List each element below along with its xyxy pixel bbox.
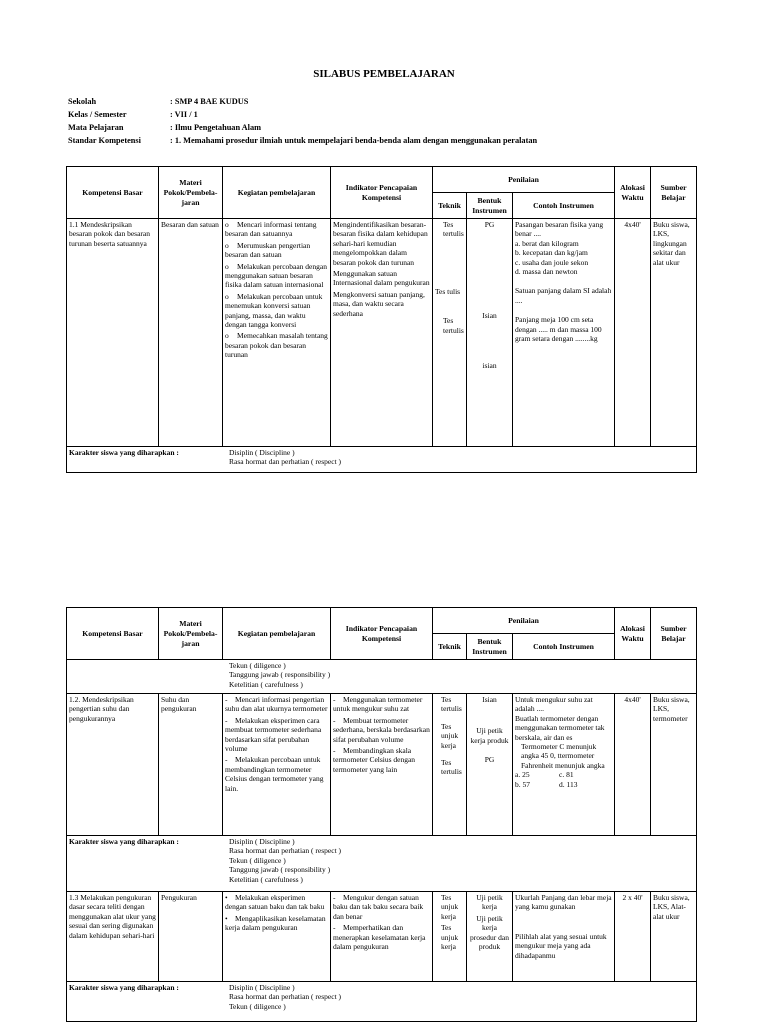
karakter-cell <box>67 660 697 694</box>
contoh-cell <box>513 892 615 982</box>
teknik-item: Tes unjuk kerja <box>441 893 459 921</box>
karakter-cell <box>67 836 697 892</box>
bentuk-cell <box>467 219 513 447</box>
indikator-cell <box>331 219 433 447</box>
contoh-item: Pilihlah alat yang sesuai untuk mengukur meja yang ada dihadapanmu <box>515 931 607 960</box>
meta-value: : VII / 1 <box>170 110 198 119</box>
teknik-item: Tes tertulis <box>441 758 462 777</box>
indikator-item: - Membuat termometer sederhana, berskala berdasarkan sifat perubahan volume <box>333 716 430 744</box>
meta-standar <box>68 135 537 147</box>
karakter-row <box>67 836 697 892</box>
karakter-cell <box>67 447 697 473</box>
sumber-cell: Buku siswa, LKS, lingkungan sekitar dan alat ukur <box>651 219 697 447</box>
contoh-item: Termometer C menunjuk angka 45 0, ttermometer Fahrenheit menunjuk angka <box>521 742 605 770</box>
teknik-cell <box>433 694 467 836</box>
indikator-item: Mengkonversi satuan panjang, masa, dan waktu secara sederhana <box>333 289 425 318</box>
karakter-row <box>67 982 697 1022</box>
kompetensi-cell: 1.1 Mendeskripsikan besaran pokok dan besaran turunan beserta satuannya <box>67 219 159 447</box>
kompetensi-cell: 1.3 Melakukan pengukuran dasar secara teliti dengan menggunakan alat ukur yang sesuai dan sering digunakan dalam kehidupan sehari-hari <box>67 892 159 982</box>
karakter-item: Rasa hormat dan perhatian ( respect ) <box>229 992 342 1002</box>
header-indikator: Indikator Pencapaian Kompetensi <box>331 608 433 660</box>
meta-sekolah <box>68 96 248 108</box>
header-kompetensi: Kompetensi Basar <box>67 608 159 660</box>
contoh-item: Panjang meja 100 cm seta dengan ..... m dan massa 100 gram setara dengan ........kg <box>515 315 602 344</box>
contoh-item: Buatlah termometer dengan menggunakan termometer tak berskala, air dan es <box>515 713 605 742</box>
teknik-cell <box>433 219 467 447</box>
kegiatan-cell <box>223 219 331 447</box>
contoh-item: Satuan panjang dalam SI adalah .... <box>515 286 612 305</box>
header-sumber: Sumber Belajar <box>651 167 697 219</box>
kegiatan-cell <box>223 694 331 836</box>
indikator-item: - Menggunakan termometer untuk mengukur suhu zat <box>333 695 430 714</box>
kegiatan-item: o Melakukan percobaan untuk menemukan konversi satuan panjang, massa, dan waktu dengan tangga konversi <box>225 292 328 330</box>
sumber-cell: Buku siswa, LKS, termometer <box>651 694 697 836</box>
karakter-item: Disiplin ( Discipline ) <box>229 837 295 846</box>
kompetensi-cell: 1.2. Mendeskripsikan pengertian suhu dan pengukurannya <box>67 694 159 836</box>
teknik-item: Tes tertulis <box>443 220 464 239</box>
document-title: SILABUS PEMBELAJARAN <box>313 68 455 80</box>
karakter-item: Rasa hormat dan perhatian ( respect ) <box>229 457 342 467</box>
kegiatan-item: - Melakukan percobaan untuk membandingkan termometer Celsius dengan termometer yang lain. <box>225 755 328 793</box>
bentuk-item: isian <box>482 360 497 370</box>
teknik-item: Tes unjuk kerja <box>441 721 459 750</box>
contoh-item: b. kecepatan dan kg/jam <box>515 248 588 258</box>
materi-cell: Pengukuran <box>159 892 223 982</box>
teknik-item: Tes tertulis <box>443 316 464 335</box>
table-row <box>67 892 697 982</box>
contoh-options <box>515 780 612 789</box>
indikator-cell <box>331 892 433 982</box>
kegiatan-item: - Mencari informasi pengertian suhu dan alat ukurnya termometer <box>225 695 328 714</box>
karakter-item: Tekun ( diligence ) <box>229 1001 286 1011</box>
contoh-item: c. usaha dan joule sekon <box>515 257 589 267</box>
syllabus-table-1 <box>66 166 697 473</box>
table-row <box>67 694 697 836</box>
header-kegiatan: Kegiatan pembelajaran <box>223 608 331 660</box>
teknik-item: Tes unjuk kerja <box>441 923 459 952</box>
karakter-row <box>67 447 697 473</box>
karakter-item: Tanggung jawab ( responsibility ) <box>229 865 331 875</box>
teknik-cell <box>433 892 467 982</box>
header-teknik: Teknik <box>433 193 467 219</box>
meta-label: Sekolah <box>68 97 97 106</box>
header-kegiatan: Kegiatan pembelajaran <box>223 167 331 219</box>
meta-value: : 1. Memahami prosedur ilmiah untuk mempelajari benda-benda alam dengan menggunakan peralatan <box>170 136 538 145</box>
meta-value: : SMP 4 BAE KUDUS <box>170 97 249 106</box>
indikator-cell <box>331 694 433 836</box>
syllabus-table-2 <box>66 607 697 1022</box>
bentuk-item: Uji petik kerja produk <box>470 726 509 745</box>
indikator-item: - Mengukur dengan satuan baku dan tak baku secara baik dan benar <box>333 893 430 921</box>
alokasi-cell: 4x40' <box>615 219 651 447</box>
bentuk-item: PG <box>484 755 495 765</box>
kegiatan-item: o Merumuskan pengertian besaran dan satuan <box>225 241 328 260</box>
kegiatan-item: - Melakukan eksperimen cara membuat termometer sederhana berdasarkan sifat perubahan volume <box>225 716 328 754</box>
karakter-item: Disiplin ( Discipline ) <box>229 983 295 992</box>
contoh-option: c. 81 <box>559 770 574 780</box>
indikator-item: - Memperhatikan dan menerapkan keselamatan kerja dalam pengukuran <box>333 923 430 951</box>
header-kompetensi: Kompetensi Basar <box>67 167 159 219</box>
meta-label: Standar Kompetensi <box>68 136 141 145</box>
alokasi-cell: 4x40' <box>615 694 651 836</box>
teknik-item: Tes tulis <box>435 286 461 296</box>
header-materi: Materi Pokok/Pembela-jaran <box>159 167 223 219</box>
header-materi: Materi Pokok/Pembela-jaran <box>159 608 223 660</box>
header-sumber: Sumber Belajar <box>651 608 697 660</box>
karakter-item: Tekun ( diligence ) <box>229 855 286 865</box>
karakter-item: Ketelitian ( carefulness ) <box>229 679 303 689</box>
bentuk-item: PG <box>484 220 495 229</box>
header-penilaian: Penilaian <box>433 167 615 193</box>
bentuk-item: Uji petik kerja prosedur dan produk <box>470 913 509 952</box>
meta-label: Kelas / Semester <box>68 110 127 119</box>
header-bentuk: Bentuk Instrumen <box>467 193 513 219</box>
indikator-item: Menggunakan satuan Internasional dalam pengukuran <box>333 269 430 288</box>
karakter-item: Rasa hormat dan perhatian ( respect ) <box>229 846 342 856</box>
karakter-item: Ketelitian ( carefulness ) <box>229 874 303 884</box>
karakter-label: Karakter siswa yang diharapkan : <box>69 448 179 457</box>
materi-cell: Suhu dan pengukuran <box>159 694 223 836</box>
kegiatan-item: o Melakukan percobaan dengan menggunakan satuan besaran fisika dalam satuan internasional <box>225 262 328 290</box>
alokasi-cell: 2 x 40' <box>615 892 651 982</box>
karakter-item: Tanggung jawab ( responsibility ) <box>229 670 331 680</box>
kegiatan-cell <box>223 892 331 982</box>
table-row <box>67 219 697 447</box>
bentuk-cell <box>467 694 513 836</box>
contoh-item: Ukurlah Panjang dan lebar meja yang kamu gunakan <box>515 893 612 912</box>
kegiatan-item: o Mencari informasi tentang besaran dan satuannya <box>225 220 328 239</box>
header-bentuk: Bentuk Instrumen <box>467 634 513 660</box>
contoh-item: Untuk mengukur suhu zat adalah .... <box>515 695 593 714</box>
bentuk-item: Isian <box>482 695 497 704</box>
header-contoh: Contoh Instrumen <box>513 634 615 660</box>
contoh-option: a. 25 <box>515 770 530 780</box>
karakter-label: Karakter siswa yang diharapkan : <box>69 983 179 992</box>
indikator-item: - Membandingkan skala termometer Celsius dengan termometer yang lain <box>333 746 430 774</box>
sumber-cell: Buku siswa, LKS, Alat-alat ukur <box>651 892 697 982</box>
header-contoh: Contoh Instrumen <box>513 193 615 219</box>
header-alokasi: Alokasi Waktu <box>615 608 651 660</box>
meta-value: : Ilmu Pengetahuan Alam <box>170 123 262 132</box>
karakter-item: Disiplin ( Discipline ) <box>229 448 295 457</box>
contoh-option: b. 57 <box>515 779 530 789</box>
karakter-item: Tekun ( diligence ) <box>229 661 286 670</box>
header-penilaian: Penilaian <box>433 608 615 634</box>
karakter-continued-row <box>67 660 697 694</box>
teknik-item: Tes tertulis <box>441 695 462 714</box>
contoh-options <box>515 770 612 779</box>
karakter-label: Karakter siswa yang diharapkan : <box>69 837 179 846</box>
kegiatan-item: • Mengaplikasikan keselamatan kerja dalam pengukuran <box>225 914 328 933</box>
header-indikator: Indikator Pencapaian Kompetensi <box>331 167 433 219</box>
kegiatan-item: • Melakukan eksperimen dengan satuan baku dan tak baku <box>225 893 328 912</box>
contoh-cell <box>513 694 615 836</box>
materi-cell: Besaran dan satuan <box>159 219 223 447</box>
meta-mapel <box>68 122 261 134</box>
karakter-cell <box>67 982 697 1022</box>
contoh-item: a. berat dan kilogram <box>515 238 579 248</box>
bentuk-item: Isian <box>482 311 497 321</box>
contoh-item: Pasangan besaran fisika yang benar .... <box>515 220 604 239</box>
indikator-item: Mengindentifikasikan besaran-besaran fisika dalam kehidupan sehari-hari kemudian mengelompokkan dalam besaran pokok dan turunan <box>333 220 428 267</box>
meta-kelas <box>68 109 198 121</box>
kegiatan-item: o Memecahkan masalah tentang besaran pokok dan besaran turunan <box>225 331 328 359</box>
bentuk-cell <box>467 892 513 982</box>
contoh-cell <box>513 219 615 447</box>
meta-label: Mata Pelajaran <box>68 123 124 132</box>
header-alokasi: Alokasi Waktu <box>615 167 651 219</box>
contoh-option: d. 113 <box>559 779 578 789</box>
header-teknik: Teknik <box>433 634 467 660</box>
bentuk-item: Uji petik kerja <box>476 893 503 912</box>
contoh-item: d. massa dan newton <box>515 267 578 277</box>
